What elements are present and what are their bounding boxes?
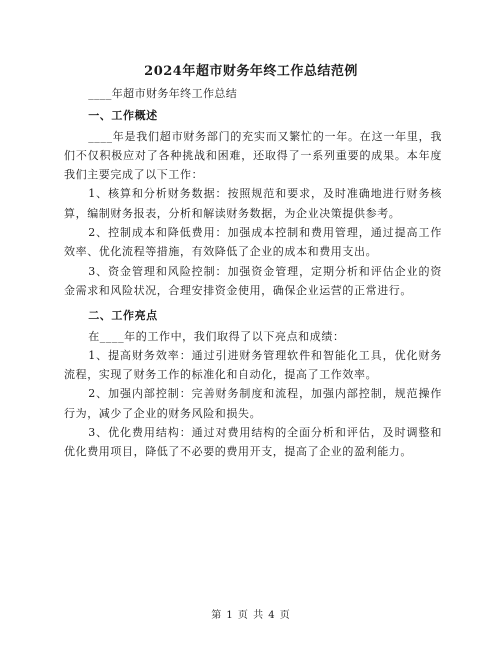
highlights-item-3: 3、优化费用结构：通过对费用结构的全面分析和评估，及时调整和优化费用项目，降低了不必要的费用开支，提高了企业的盈利能力。 <box>64 426 442 459</box>
document-subtitle: ____年超市财务年终工作总结 <box>88 87 238 100</box>
document-body <box>64 84 442 462</box>
highlights-intro: 在____年的工作中，我们取得了以下亮点和成绩： <box>88 329 345 343</box>
overview-paragraph: ____年是我们超市财务部门的充实而又繁忙的一年。在这一年里，我们不仅积极应对了各种挑战和困难，还取得了一系列重要的成果。本年度我们主要完成了以下工作： <box>64 129 442 182</box>
document-title: 2024年超市财务年终工作总结范例 <box>144 64 358 79</box>
highlights-item-2: 2、加强内部控制：完善财务制度和流程，加强内部控制，规范操作行为，减少了企业的财务风险和损失。 <box>64 387 442 420</box>
section-heading-overview: 一、工作概述 <box>88 109 158 123</box>
overview-item-2: 2、控制成本和降低费用：加强成本控制和费用管理，通过提高工作效率、优化流程等措施，有效降低了企业的成本和费用支出。 <box>64 226 442 259</box>
section-heading-highlights: 二、工作亮点 <box>88 309 158 323</box>
highlights-item-1: 1、提高财务效率：通过引进财务管理软件和智能化工具，优化财务流程，实现了财务工作的标准化和自动化，提高了工作效率。 <box>64 348 442 382</box>
page-footer: 第 1 页 共 4 页 <box>211 610 291 621</box>
overview-item-3: 3、资金管理和风险控制：加强资金管理，定期分析和评估企业的资金需求和风险状况，合理安排资金使用，确保企业运营的正常进行。 <box>64 264 442 297</box>
overview-item-1: 1、核算和分析财务数据：按照规范和要求，及时准确地进行财务核算，编制财务报表，分析和解读财务数据，为企业决策提供参考。 <box>64 187 442 220</box>
